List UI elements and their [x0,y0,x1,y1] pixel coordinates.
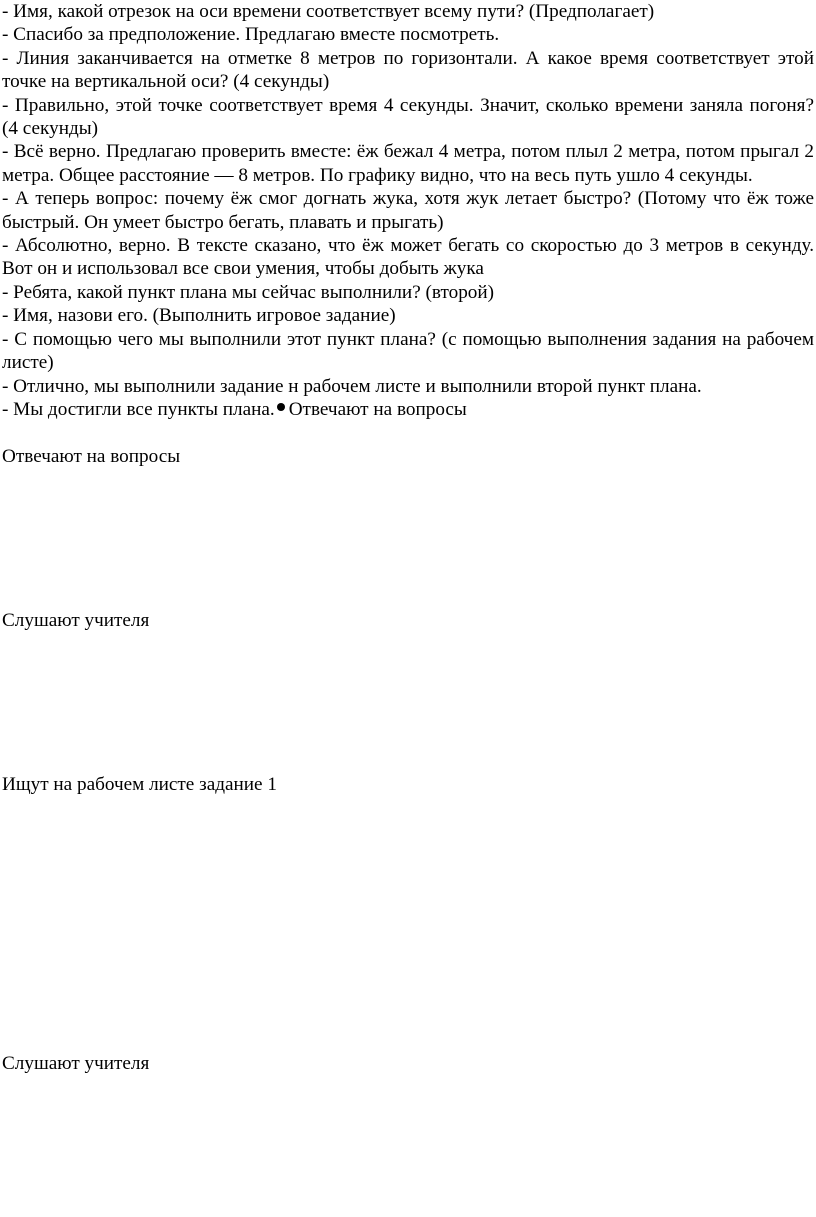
student-activity-note: Слушают учителя [2,1053,150,1074]
dialogue-line: - Ребята, какой пункт плана мы сейчас выполнили? (второй) [2,281,495,303]
dialogue-line: - С помощью чего мы выполнили этот пункт плана? (с помощью выполнения задания на рабочем листе) [2,328,814,374]
bullet-icon [277,403,285,411]
dialogue-last-line [2,398,814,421]
dialogue-line: - Линия заканчивается на отметке 8 метров по горизонтали. А какое время соответствует этой точке на вертикальной оси? (4 секунды) [2,47,814,93]
dialogue-line: - Всё верно. Предлагаю проверить вместе: ёж бежал 4 метра, потом плыл 2 метра, потом прыгал 2 метра. Общее расстояние — 8 метров. По графику видно, что на весь путь ушло 4 секунды. [2,141,814,186]
dialogue-line: - Правильно, этой точке соответствует время 4 секунды. Значит, сколько времени заняла погоня? (4 секунды) [2,94,814,140]
dialogue-line: - Спасибо за предположение. Предлагаю вместе посмотреть. [2,24,500,46]
student-activity-note: Слушают учителя [2,610,150,631]
student-activity-note: Отвечают на вопросы [2,446,181,467]
dialogue-line: - А теперь вопрос: почему ёж смог догнать жука, хотя жук летает быстро? (Потому что ёж тоже быстрый. Он умеет быстро бегать, плавать и прыгать) [2,188,814,233]
dialogue-line: - Имя, какой отрезок на оси времени соответствует всему пути? (Предполагает) [2,1,655,22]
dialogue-line: - Абсолютно, верно. В тексте сказано, что ёж может бегать со скоростью до 3 метров в секунду. Вот он и использовал все свои умения, чтобы добыть жука [2,235,814,280]
teacher-dialogue [2,0,814,421]
dialogue-last-text: - Мы достигли все пункты плана. [2,398,275,420]
student-activity-note: Ищут на рабочем листе задание 1 [2,774,277,795]
dialogue-line: - Отлично, мы выполнили задание н рабочем листе и выполнили второй пункт плана. [2,375,702,397]
dialogue-line: - Имя, назови его. (Выполнить игровое задание) [2,305,396,327]
dialogue-last-note: Отвечают на вопросы [288,398,467,420]
